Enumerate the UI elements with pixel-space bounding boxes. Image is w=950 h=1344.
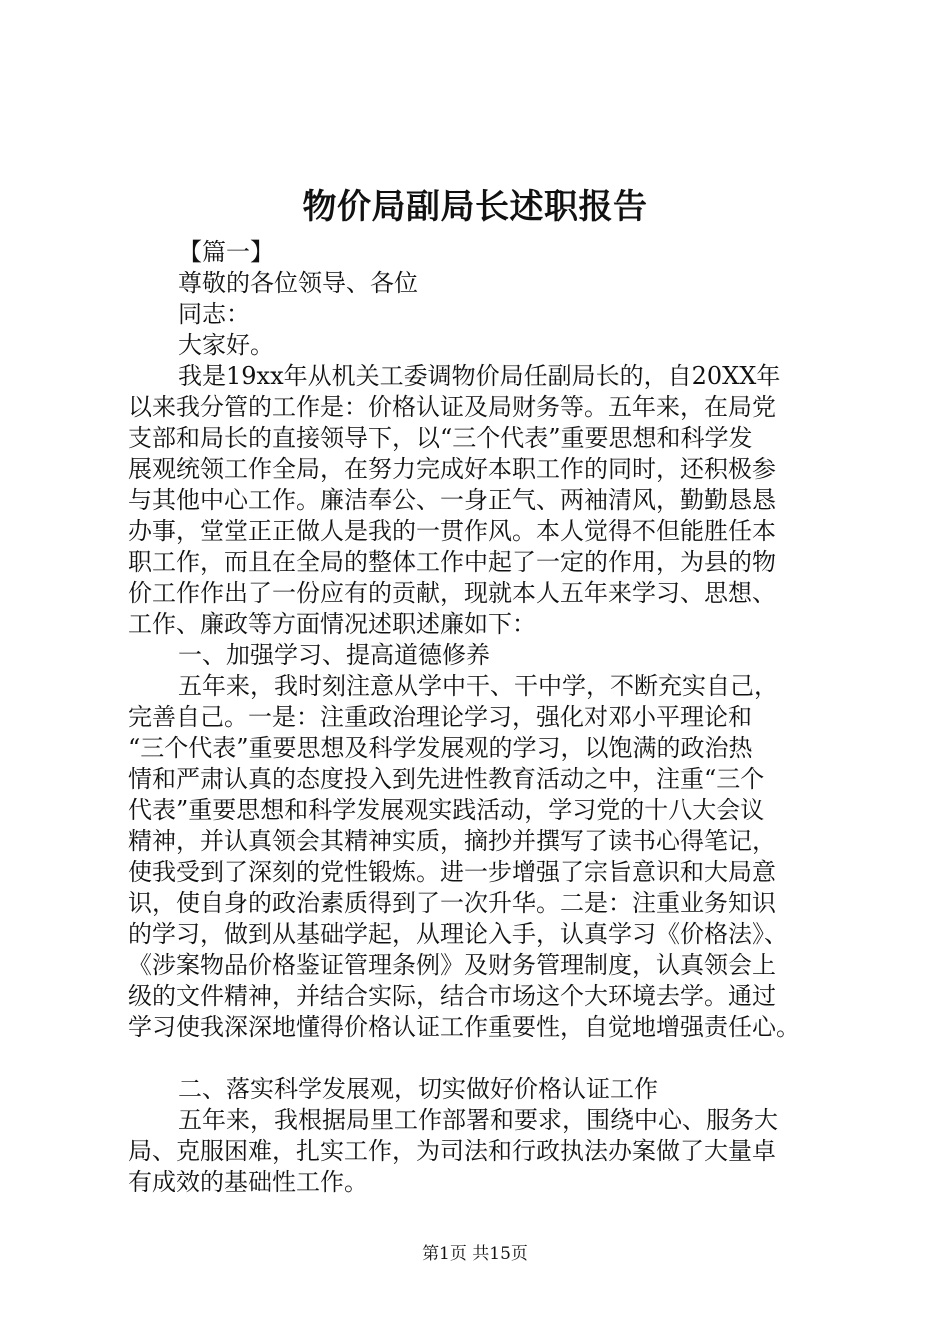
page-footer: 第1页 共15页 bbox=[422, 1244, 528, 1264]
salutation-line: 同志： bbox=[178, 300, 250, 328]
paragraph-line: 识，使自身的政治素质得到了一次升华。二是：注重业务知识 bbox=[128, 889, 776, 917]
paragraph-line: 级的文件精神，并结合实际，结合市场这个大环境去学。通过 bbox=[128, 982, 776, 1010]
paragraph-line: 代表”重要思想和科学发展观实践活动，学习党的十八大会议 bbox=[128, 796, 765, 824]
document-title: 物价局副局长述职报告 bbox=[302, 187, 648, 227]
paragraph-line: 价工作作出了一份应有的贡献，现就本人五年来学习、思想、 bbox=[128, 579, 776, 607]
paragraph-line: 展观统领工作全局，在努力完成好本职工作的同时，还积极参 bbox=[128, 455, 776, 483]
paragraph-line: “三个代表”重要思想及科学发展观的学习，以饱满的政治热 bbox=[128, 734, 753, 762]
paragraph-line: 使我受到了深刻的党性锻炼。进一步增强了宗旨意识和大局意 bbox=[128, 858, 776, 886]
paragraph-line: 情和严肃认真的态度投入到先进性教育活动之中，注重“三个 bbox=[128, 765, 765, 793]
paragraph-line: 支部和局长的直接领导下，以“三个代表”重要思想和科学发 bbox=[128, 424, 753, 452]
section-heading: 一、加强学习、提高道德修养 bbox=[178, 641, 490, 669]
paragraph-line: 与其他中心工作。廉洁奉公、一身正气、两袖清风，勤勤恳恳 bbox=[128, 486, 776, 514]
paragraph-line: 局、克服困难，扎实工作，为司法和行政执法办案做了大量卓 bbox=[128, 1137, 776, 1165]
paragraph-line: 有成效的基础性工作。 bbox=[128, 1168, 368, 1196]
paragraph-line: 工作、廉政等方面情况述职述廉如下： bbox=[128, 610, 536, 638]
paragraph-line: 职工作，而且在全局的整体工作中起了一定的作用，为县的物 bbox=[128, 548, 776, 576]
paragraph-line: 五年来，我根据局里工作部署和要求，围绕中心、服务大 bbox=[178, 1106, 778, 1134]
section-marker: 【篇一】 bbox=[178, 238, 274, 266]
paragraph-line: 《涉案物品价格鉴证管理条例》及财务管理制度，认真领会上 bbox=[128, 951, 776, 979]
greeting-line: 大家好。 bbox=[178, 331, 274, 359]
paragraph-line: 以来我分管的工作是：价格认证及局财务等。五年来，在局党 bbox=[128, 393, 776, 421]
paragraph-line: 我是19xx年从机关工委调物价局任副局长的，自20XX年 bbox=[178, 362, 781, 390]
document-body bbox=[128, 237, 858, 1198]
paragraph-line: 的学习，做到从基础学起，从理论入手，认真学习《价格法》、 bbox=[128, 920, 788, 948]
paragraph-line: 完善自己。一是：注重政治理论学习，强化对邓小平理论和 bbox=[128, 703, 752, 731]
blank-line bbox=[128, 1043, 858, 1074]
section-heading: 二、落实科学发展观，切实做好价格认证工作 bbox=[178, 1075, 658, 1103]
paragraph-line: 五年来，我时刻注意从学中干、干中学，不断充实自己， bbox=[178, 672, 778, 700]
salutation-line: 尊敬的各位领导、各位 bbox=[178, 269, 418, 297]
paragraph-line: 学习使我深深地懂得价格认证工作重要性，自觉地增强责任心。 bbox=[128, 1013, 800, 1041]
paragraph-line: 办事，堂堂正正做人是我的一贯作风。本人觉得不但能胜任本 bbox=[128, 517, 776, 545]
paragraph-line: 精神，并认真领会其精神实质，摘抄并撰写了读书心得笔记， bbox=[128, 827, 776, 855]
